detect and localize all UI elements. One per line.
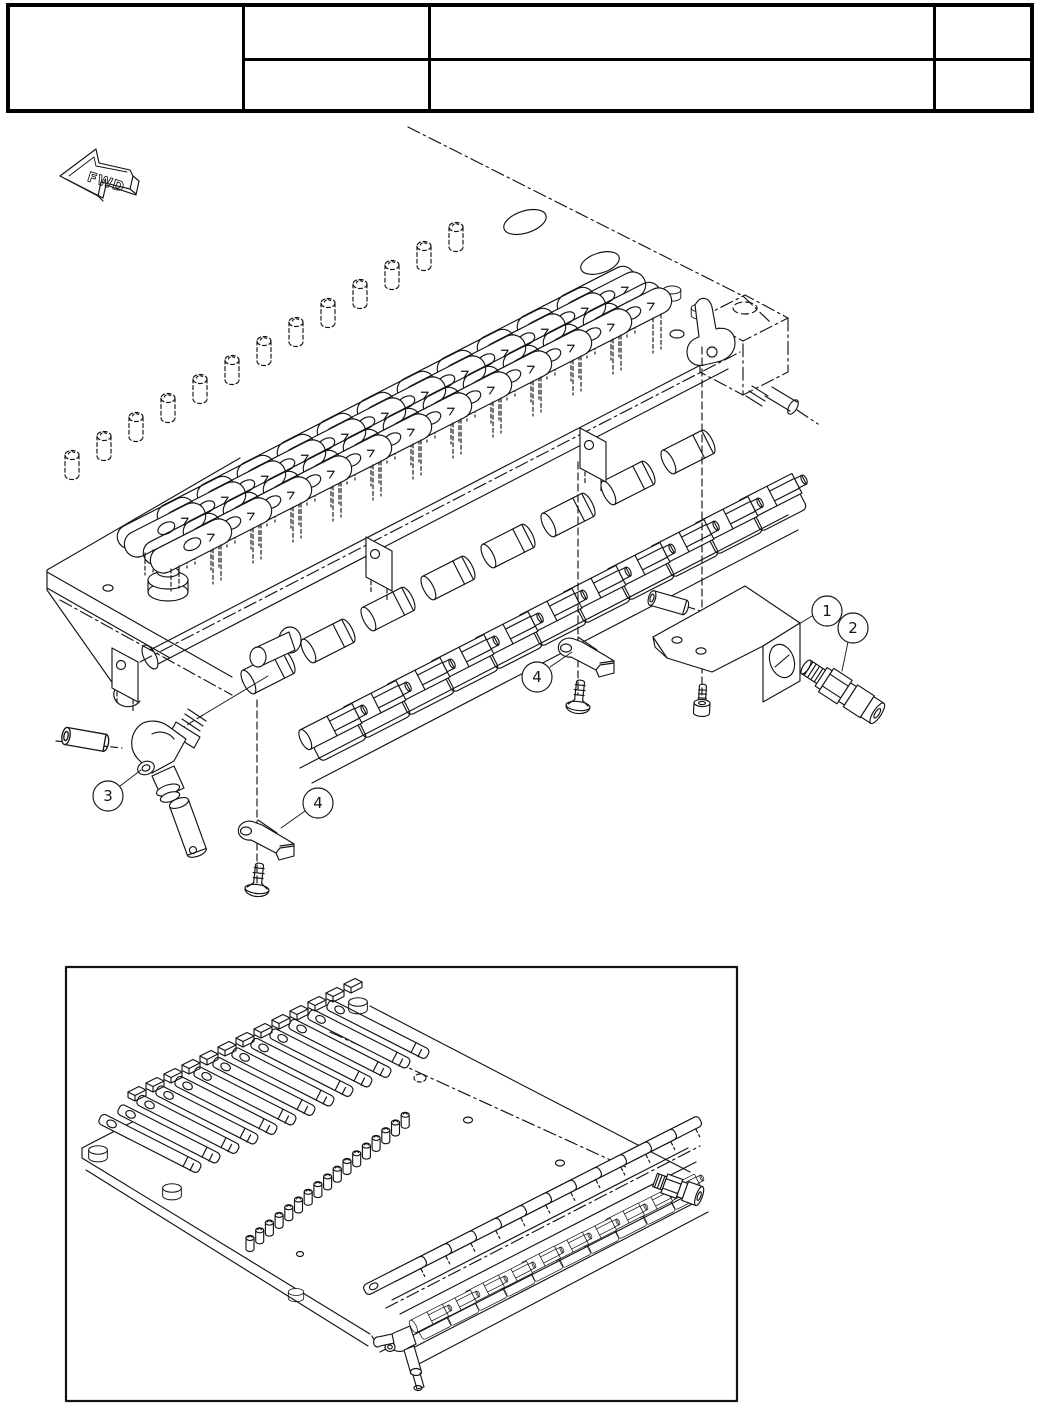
clamp-tab — [238, 820, 294, 860]
union-elbow-fitting — [132, 709, 206, 806]
main-exploded-view — [47, 127, 888, 898]
assembled-view-inset — [66, 967, 737, 1401]
roll-pin — [647, 590, 691, 616]
callout-3-label: 3 — [103, 787, 113, 805]
callout-1 — [799, 596, 842, 626]
coupling-fitting — [796, 654, 888, 728]
mounting-plate — [112, 648, 138, 712]
tube-segment — [61, 727, 110, 752]
fwd-label: FWD — [85, 169, 127, 196]
pan-head-screw — [565, 679, 592, 715]
fwd-direction-arrow — [60, 149, 139, 201]
callout-2-label: 2 — [848, 619, 858, 637]
explosion-axis — [203, 676, 268, 715]
end-block — [687, 295, 818, 424]
inset-elbow-fitting — [374, 1326, 424, 1391]
callout-4b-label: 4 — [313, 794, 323, 812]
callout-4b — [281, 788, 333, 828]
mounting-plate — [366, 537, 392, 601]
callout-1-label: 1 — [822, 602, 832, 620]
inset-lower-valve-row — [362, 1115, 711, 1366]
callout-4a — [522, 652, 572, 692]
clamp-tab — [558, 637, 614, 677]
pan-head-screw — [244, 862, 271, 898]
tube-segment — [168, 795, 208, 859]
callout-3 — [93, 770, 141, 811]
callout-2 — [838, 613, 868, 671]
callout-4a-label: 4 — [532, 668, 542, 686]
